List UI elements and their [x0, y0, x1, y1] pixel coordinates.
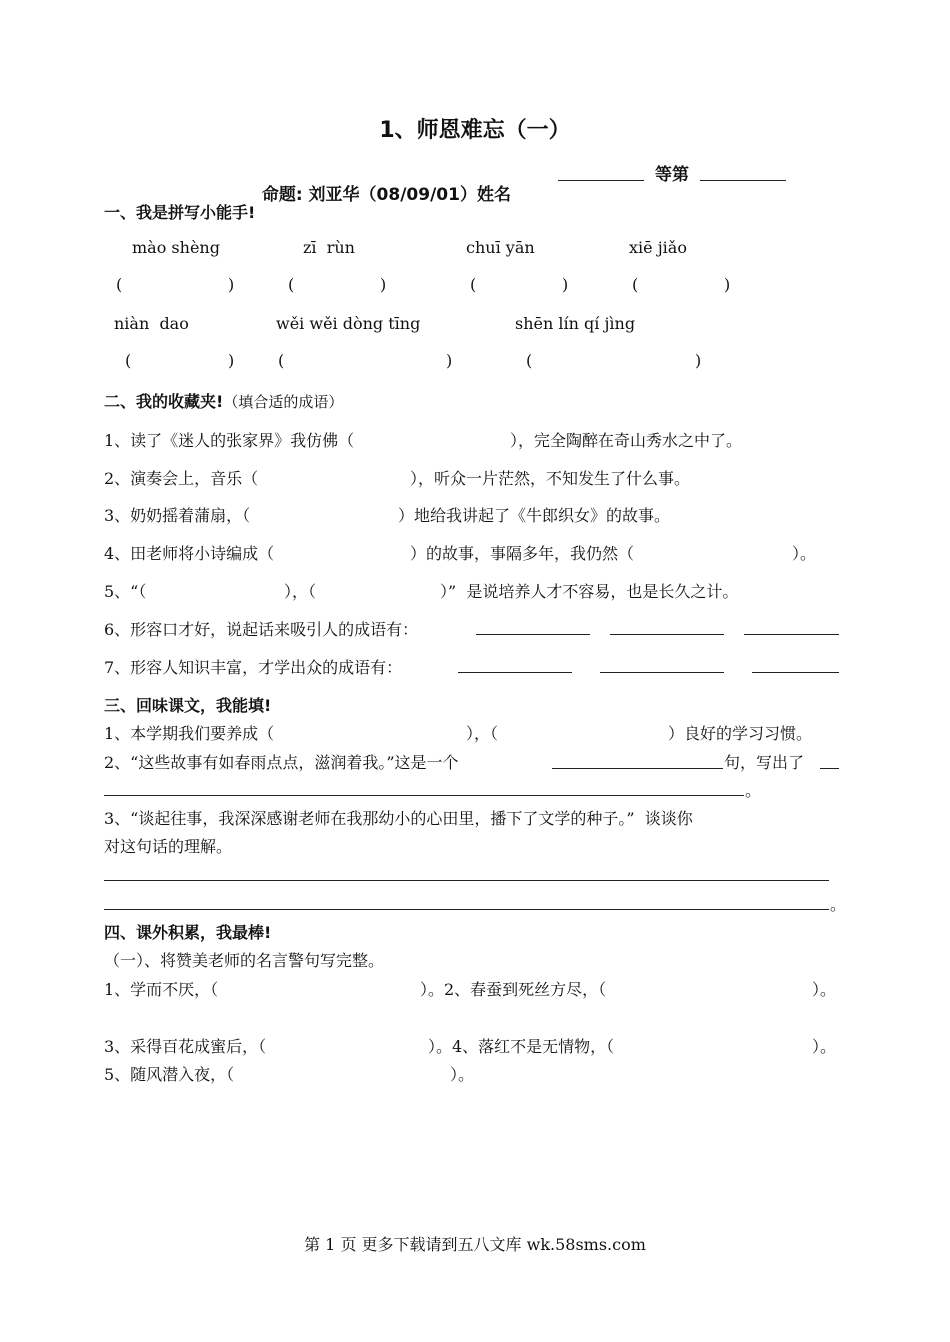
- answer-paren-open: (: [125, 351, 132, 370]
- section3-heading: 三、回味课文，我能填!: [104, 696, 272, 715]
- answer-paren-close: ): [446, 351, 453, 370]
- answer-paren-close: ): [562, 275, 569, 294]
- answer-paren-open: (: [632, 275, 639, 294]
- answer-paren-close: ): [228, 275, 235, 294]
- question-part: ）地给我讲起了《牛郎织女》的故事。: [398, 506, 671, 525]
- question-text: 对这句话的理解。: [104, 837, 233, 856]
- question-part: 1、本学期我们要养成（: [104, 724, 275, 743]
- answer-paren-open: (: [116, 275, 123, 294]
- question-part: ），（: [284, 582, 317, 601]
- section4-heading: 四、课外积累，我最棒!: [104, 923, 272, 942]
- question-part: ）” 是说培养人才不容易，也是长久之计。: [440, 582, 739, 601]
- period: 。: [745, 781, 762, 800]
- question-part: ）。: [812, 1037, 837, 1056]
- question-part: 5、随风潜入夜，（: [104, 1065, 235, 1084]
- answer-blank[interactable]: [600, 672, 724, 673]
- question-part: ）。: [450, 1065, 475, 1084]
- question-part: 5、“（: [104, 582, 147, 601]
- answer-paren-close: ): [695, 351, 702, 370]
- pinyin-item: wěi wěi dòng tīng: [276, 314, 421, 333]
- answer-paren-open: (: [526, 351, 533, 370]
- grade-blank[interactable]: [700, 180, 786, 181]
- question-text: 3、“谈起往事，我深深感谢老师在我那幼小的心田里，播下了文学的种子。” 谈谈你: [104, 809, 693, 828]
- answer-blank[interactable]: [610, 634, 724, 635]
- question-part: ），听众一片茫然，不知发生了什么事。: [410, 469, 691, 488]
- answer-paren-open: (: [278, 351, 285, 370]
- section1-heading: 一、我是拼写小能手!: [104, 203, 256, 222]
- answer-blank[interactable]: [104, 909, 829, 910]
- question-part: 1、读了《迷人的张家界》我仿佛（: [104, 431, 355, 450]
- question-part: ）良好的学习习惯。: [668, 724, 813, 743]
- pinyin-item: mào shèng: [132, 238, 220, 257]
- answer-blank[interactable]: [476, 634, 590, 635]
- question-part: 句，写出了: [724, 753, 805, 772]
- pinyin-item: chuī yān: [466, 238, 535, 257]
- question-part: ），（: [466, 724, 499, 743]
- pinyin-item: xiē jiǎo: [629, 238, 687, 257]
- question-part: 2、演奏会上，音乐（: [104, 469, 259, 488]
- answer-paren-close: ): [724, 275, 731, 294]
- question-part: 2、“这些故事有如春雨点点，滋润着我。”这是一个: [104, 753, 459, 772]
- section2-note: （填合适的成语）: [223, 393, 344, 411]
- question-part: 3、采得百花成蜜后，（: [104, 1037, 267, 1056]
- name-blank[interactable]: [558, 180, 644, 181]
- pinyin-item: niàn dao: [114, 314, 189, 333]
- exam-info: [250, 160, 511, 205]
- answer-paren-open: (: [470, 275, 477, 294]
- question-part: ）的故事，事隔多年，我仍然（: [410, 544, 635, 563]
- question-part: ）。4、落红不是无情物，（: [428, 1037, 615, 1056]
- answer-blank[interactable]: [752, 672, 839, 673]
- answer-blank[interactable]: [104, 795, 744, 796]
- question-text: 6、形容口才好，说起话来吸引人的成语有：: [104, 620, 419, 639]
- page-footer: 第 1 页 更多下载请到五八文库 wk.58sms.com: [304, 1235, 646, 1254]
- question-part: 3、奶奶摇着蒲扇，（: [104, 506, 251, 525]
- answer-blank[interactable]: [744, 634, 839, 635]
- pinyin-item: shēn lín qí jìng: [515, 314, 636, 333]
- question-part: 4、田老师将小诗编成（: [104, 544, 275, 563]
- question-part: ）。2、春蚕到死丝方尽，（: [420, 980, 607, 999]
- question-part: ），完全陶醉在奇山秀水之中了。: [510, 431, 743, 450]
- question-part: ）。: [792, 544, 817, 563]
- question-part: 1、学而不厌，（: [104, 980, 219, 999]
- answer-paren-close: ): [380, 275, 387, 294]
- sub-heading: （一）、将赞美老师的名言警句写完整。: [104, 951, 385, 970]
- question-part: ）。: [812, 980, 837, 999]
- page-title: 1、师恩难忘（一）: [379, 118, 571, 143]
- period: 。: [830, 895, 847, 914]
- question-text: 7、形容人知识丰富，才学出众的成语有：: [104, 658, 403, 677]
- section2-heading: 二、我的收藏夹!（填合适的成语）: [104, 392, 344, 411]
- author-name-label: 命题: 刘亚华（08/09/01）姓名: [261, 185, 511, 205]
- answer-paren-open: (: [288, 275, 295, 294]
- grade-label: 等第: [655, 165, 689, 185]
- answer-paren-close: ): [228, 351, 235, 370]
- answer-blank[interactable]: [104, 880, 829, 881]
- answer-blank[interactable]: [458, 672, 572, 673]
- pinyin-item: zī rùn: [303, 238, 355, 257]
- answer-blank[interactable]: [820, 768, 839, 769]
- answer-blank[interactable]: [552, 768, 723, 769]
